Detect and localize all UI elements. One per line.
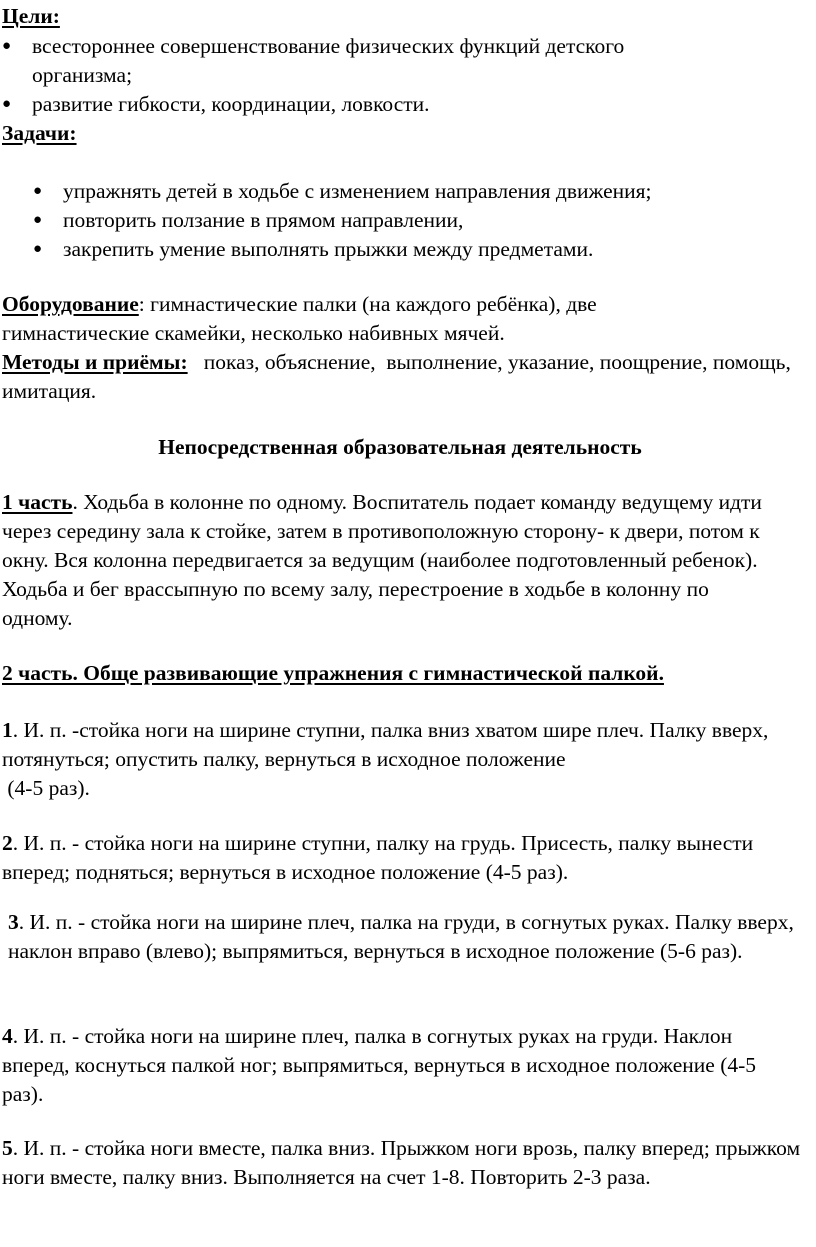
bullet-icon: ●: [33, 241, 43, 257]
exercise-number: 2: [2, 831, 13, 855]
exercise-3: [8, 908, 798, 966]
part1-paragraph: [2, 488, 767, 633]
bullet-icon: ●: [2, 38, 12, 54]
tasks-heading: Задачи:: [2, 121, 77, 145]
exercise-number: 4: [2, 1024, 13, 1048]
task-item-text: закрепить умение выполнять прыжки между предметами.: [63, 237, 594, 261]
exercise-text: . И. п. - стойка ноги на ширине плеч, палка в согнутых руках на груди. Наклон вперед, коснуться палкой ног; выпрямиться, вернуться в исходное положение (4-5 раз).: [2, 1024, 757, 1106]
task-item-text: повторить ползание в прямом направлении,: [63, 208, 464, 232]
part2-heading: 2 часть. Обще развивающие упражнения с гимнастической палкой.: [2, 661, 664, 685]
goal-item-text: развитие гибкости, координации, ловкости.: [32, 92, 430, 116]
exercise-number: 3: [8, 910, 19, 934]
part1-label: 1 часть: [2, 490, 73, 514]
task-item-2: [33, 206, 793, 235]
methods-paragraph: [2, 348, 812, 406]
exercise-text: . И. п. - стойка ноги вместе, палка вниз. Прыжком ноги врозь, палку вперед; прыжком ноги вместе, палку вниз. Выполняется на счет 1-8. Повторить 2-3 раза.: [2, 1136, 801, 1189]
part1-text: . Ходьба в колонне по одному. Воспитатель подает команду ведущему идти через середину зала к стойке, затем в противоположную сторону- к двери, потом к окну. Вся колонна передвигается за ведущим (наиболее подготовленный ребенок). Ходьба и бег врассыпную по всему залу, перестроение в ходьбе в колонну по одному.: [2, 490, 762, 630]
exercise-4: [2, 1022, 792, 1109]
exercise-1-tail: [2, 774, 812, 803]
goal-item-2: [2, 90, 722, 119]
goal-item-text: всестороннее совершенствование физических функций детского организма;: [32, 34, 625, 87]
methods-label: Методы и приёмы:: [2, 350, 188, 374]
task-item-text: упражнять детей в ходьбе с изменением направления движения;: [63, 179, 652, 203]
task-item-1: [33, 177, 793, 206]
equipment-paragraph: [2, 290, 702, 348]
exercise-text: . И. п. - стойка ноги на ширине ступни, палку на грудь. Присесть, палку вынести вперед; подняться; вернуться в исходное положение (4-5 раз).: [2, 831, 754, 884]
bullet-icon: ●: [33, 183, 43, 199]
task-item-3: [33, 235, 793, 264]
exercise-number: 5: [2, 1136, 13, 1160]
exercise-text: . И. п. - стойка ноги на ширине плеч, палка на груди, в согнутых руках. Палку вверх, наклон вправо (влево); выпрямиться, вернуться в исходное положение (5-6 раз).: [8, 910, 794, 963]
exercise-number: 1: [2, 718, 13, 742]
exercise-1: [2, 716, 812, 774]
bullet-icon: ●: [33, 212, 43, 228]
equipment-label: Оборудование: [2, 292, 139, 316]
goals-heading: Цели:: [2, 4, 60, 28]
methods-text: показ, объяснение, выполнение, указание, поощрение, помощь, имитация.: [2, 350, 797, 403]
exercise-text: . И. п. -стойка ноги на ширине ступни, палка вниз хватом шире плеч. Палку вверх, потянуться; опустить палку, вернуться в исходное положение: [2, 718, 769, 771]
exercise-5: [2, 1134, 812, 1192]
goal-item-1: [2, 32, 722, 90]
exercise-2: [2, 829, 812, 887]
exercise-tail-text: (4-5 раз).: [2, 776, 90, 800]
equipment-text: : гимнастические палки (на каждого ребёнка), две гимнастические скамейки, несколько набивных мячей.: [2, 292, 597, 345]
bullet-icon: ●: [2, 96, 12, 112]
activity-title: Непосредственная образовательная деятельность: [158, 435, 642, 459]
